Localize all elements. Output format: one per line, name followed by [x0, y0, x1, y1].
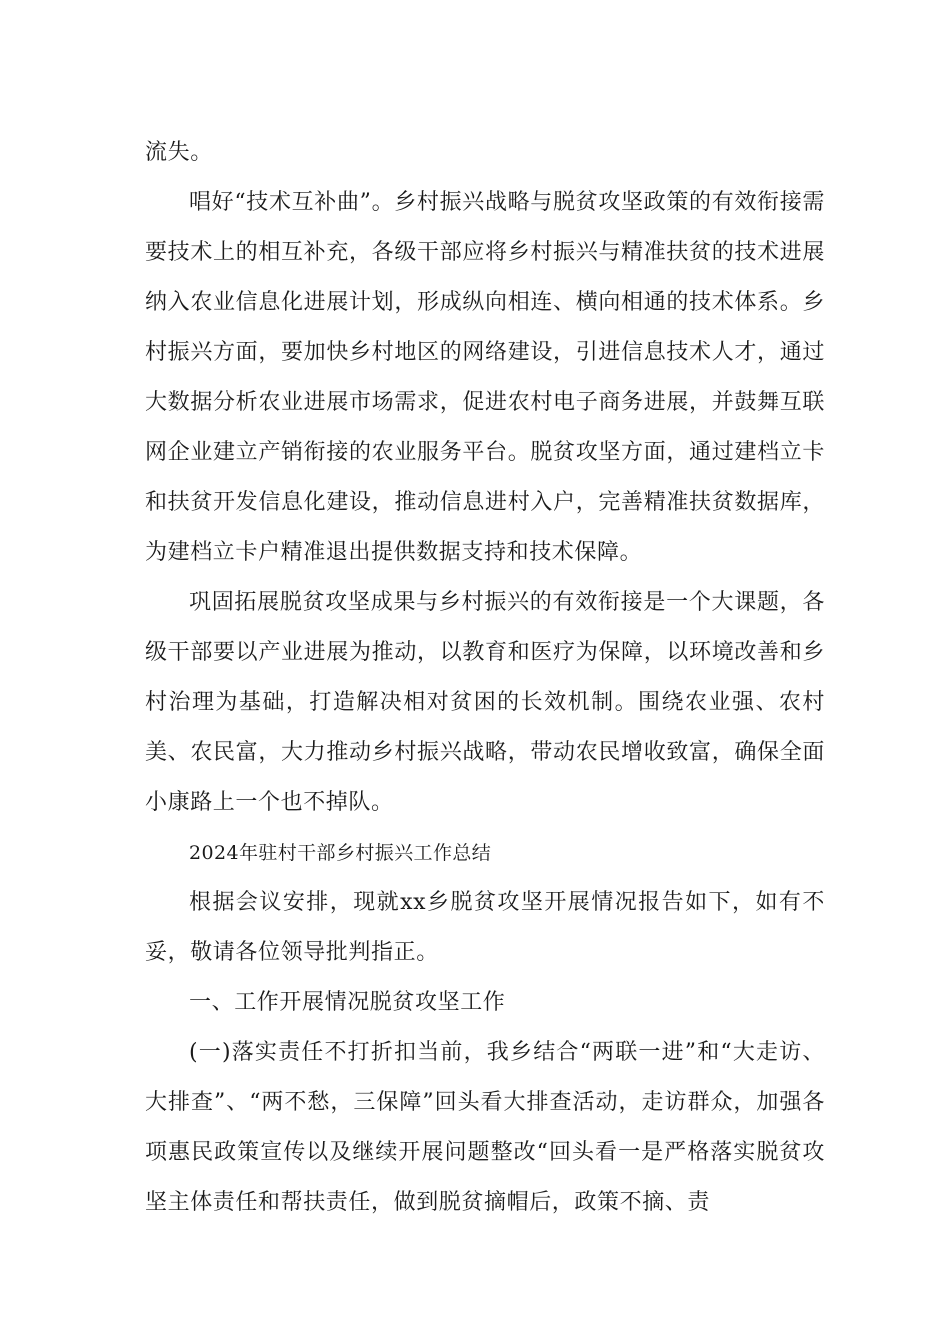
document-page — [145, 128, 825, 1228]
section-title: 2024年驻村干部乡村振兴工作总结 — [189, 842, 492, 864]
paragraph-continuation: 流失。 — [145, 140, 213, 165]
paragraph-technology: 唱好“技术互补曲”。乡村振兴战略与脱贫攻坚政策的有效衔接需要技术上的相互补充，各级干部应将乡村振兴与精准扶贫的技术进展纳入农业信息化进展计划，形成纵向相连、横向相通的技术体系。乡村振兴方面，要加快乡村地区的网络建设，引进信息技术人才，通过大数据分析农业进展市场需求，促进农村电子商务进展，并鼓舞互联网企业建立产销衔接的农业服务平台。脱贫攻坚方面，通过建档立卡和扶贫开发信息化建设，推动信息进村入户，完善精准扶贫数据库，为建档立卡户精准退出提供数据支持和技术保障。 — [145, 190, 825, 565]
paragraph-report-intro: 根据会议安排，现就xx乡脱贫攻坚开展情况报告如下，如有不妥，敬请各位领导批判指正。 — [145, 890, 825, 965]
paragraph-consolidation: 巩固拓展脱贫攻坚成果与乡村振兴的有效衔接是一个大课题，各级干部要以产业进展为推动，以教育和医疗为保障，以环境改善和乡村治理为基础，打造解决相对贫困的长效机制。围绕农业强、农村美、农民富，大力推动乡村振兴战略，带动农民增收致富，确保全面小康路上一个也不掉队。 — [145, 590, 825, 815]
section-heading-work: 一、工作开展情况脱贫攻坚工作 — [189, 990, 506, 1015]
paragraph-responsibility: (一)落实责任不打折扣当前，我乡结合“两联一进”和“大走访、大排查”、“两不愁，三保障”回头看大排查活动，走访群众，加强各项惠民政策宣传以及继续开展问题整改“回头看一是严格落实脱贫攻坚主体责任和帮扶责任，做到脱贫摘帽后，政策不摘、责 — [145, 1040, 825, 1215]
